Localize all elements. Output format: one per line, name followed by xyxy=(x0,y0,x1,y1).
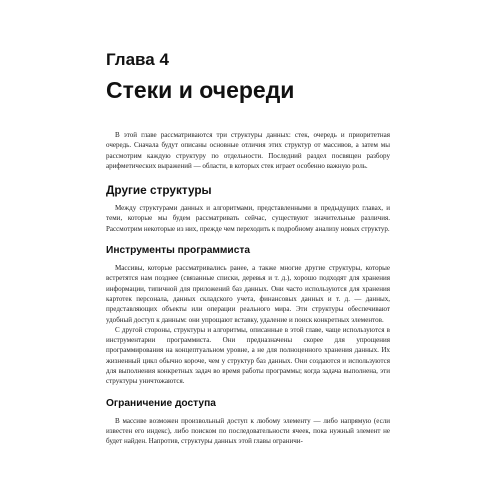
page-content xyxy=(106,124,390,447)
section-heading-programmer-tools: Инструменты программиста xyxy=(106,245,251,257)
programmer-tools-paragraph-2: С другой стороны, структуры и алгоритмы, описанные в этой главе, чаще используются в инструментарии программиста. Они предназначены скорее для упрощения программирования на концептуальном уровне, а не для полноценного хранения данных. Их жизненный цикл обычно короче, чем у структур баз данных. Они создаются и используются для выполнения конкретных задач во время работы программы; когда задача выполнена, эти структуры уничтожаются. xyxy=(106,325,390,386)
book-page xyxy=(106,0,390,500)
section-access-restriction-body xyxy=(106,416,390,447)
chapter-number: Глава 4 xyxy=(106,50,169,69)
intro-section xyxy=(106,130,390,171)
access-restriction-paragraph: В массиве возможен произвольный доступ к любому элементу — либо напрямую (если известен его индекс), либо поиском по последовательности ячеек, пока нужный элемент не будет найден. Напротив, структуры данных этой главы ограничи- xyxy=(106,416,390,446)
programmer-tools-paragraph-1: Массивы, которые рассматривались ранее, а также многие другие структуры, которые встретятся нам позднее (связанные списки, деревья и т. д.), хорошо подходят для хранения информации, типичной для приложений баз данных. Они часто используются для хранения картотек персонала, данных складского учета, финансовых данных и т. д. — данных, представляющих объекты или операции реального мира. Эти структуры обеспечивают удобный доступ к данным: они упрощают вставку, удаление и поиск конкретных элементов. xyxy=(106,264,390,324)
section-programmer-tools-body xyxy=(106,263,390,387)
intro-paragraph: В этой главе рассматриваются три структуры данных: стек, очередь и приоритетная очередь. Сначала будут описаны основные отличия этих структур от массивов, а затем мы рассмотрим каждую структуру по отдельности. Последний раздел посвящен разбору арифметических выражений — области, в которых стек играет особенно важную роль. xyxy=(106,131,390,170)
section-heading-other-structures: Другие структуры xyxy=(106,183,212,198)
other-structures-paragraph: Между структурами данных и алгоритмами, представленными в предыдущих главах, и теми, которые мы будем рассматривать сейчас, существуют значительные различия. Рассмотрим некоторые из них, прежде чем переходить к подробному анализу новых структур. xyxy=(106,204,390,233)
chapter-title: Стеки и очереди xyxy=(106,77,295,103)
section-other-structures-body xyxy=(106,203,390,234)
section-heading-access-restriction: Ограничение доступа xyxy=(106,397,216,409)
